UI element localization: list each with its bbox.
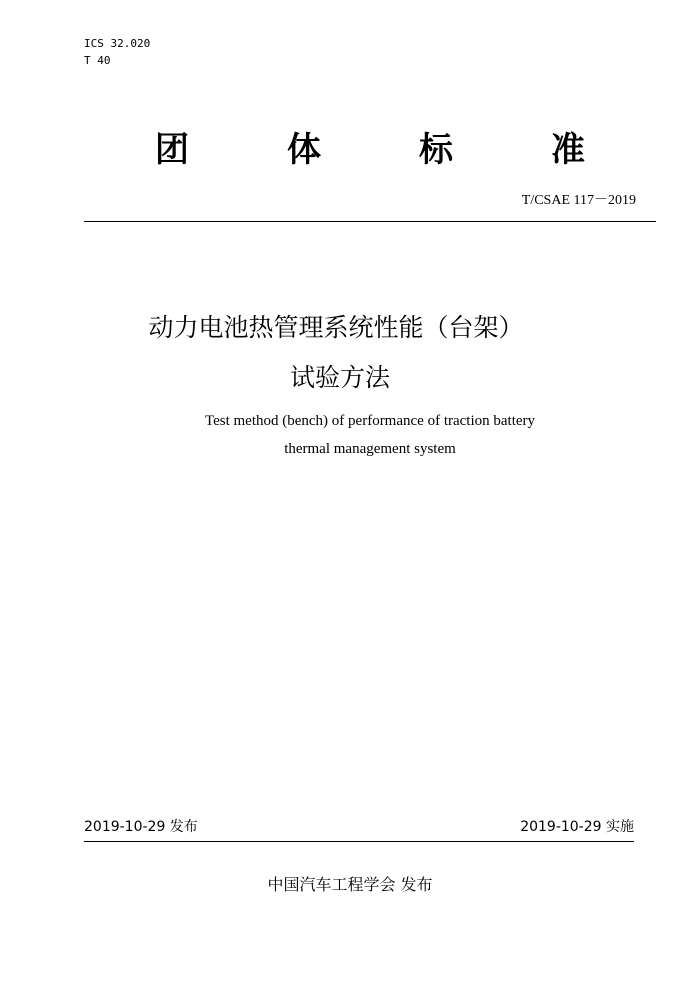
top-divider: [84, 221, 656, 222]
ccs-code: T 40: [84, 54, 111, 67]
implementation-date: 2019-10-29 实施: [520, 819, 634, 835]
title-zh-line2: 试验方法: [289, 363, 390, 392]
issue-date: 2019-10-29 发布: [84, 819, 198, 835]
bottom-divider: [84, 841, 634, 842]
publisher: 中国汽车工程学会 发布: [267, 875, 433, 894]
classification-codes: [84, 35, 150, 69]
standard-type-char: 团: [155, 130, 189, 170]
standard-type-heading: [155, 128, 585, 172]
title-en-line2: thermal management system: [284, 441, 456, 457]
ics-code: ICS 32.020: [84, 37, 151, 50]
standard-type-char: 标: [419, 130, 453, 170]
title-zh-line1: 动力电池热管理系统性能（台架）: [148, 313, 524, 342]
standard-type-char: 体: [287, 130, 321, 170]
title-en-line1: Test method (bench) of performance of traction battery: [204, 413, 536, 429]
standard-number: T/CSAE 117－2019: [521, 193, 636, 208]
standard-type-char: 准: [551, 130, 585, 170]
